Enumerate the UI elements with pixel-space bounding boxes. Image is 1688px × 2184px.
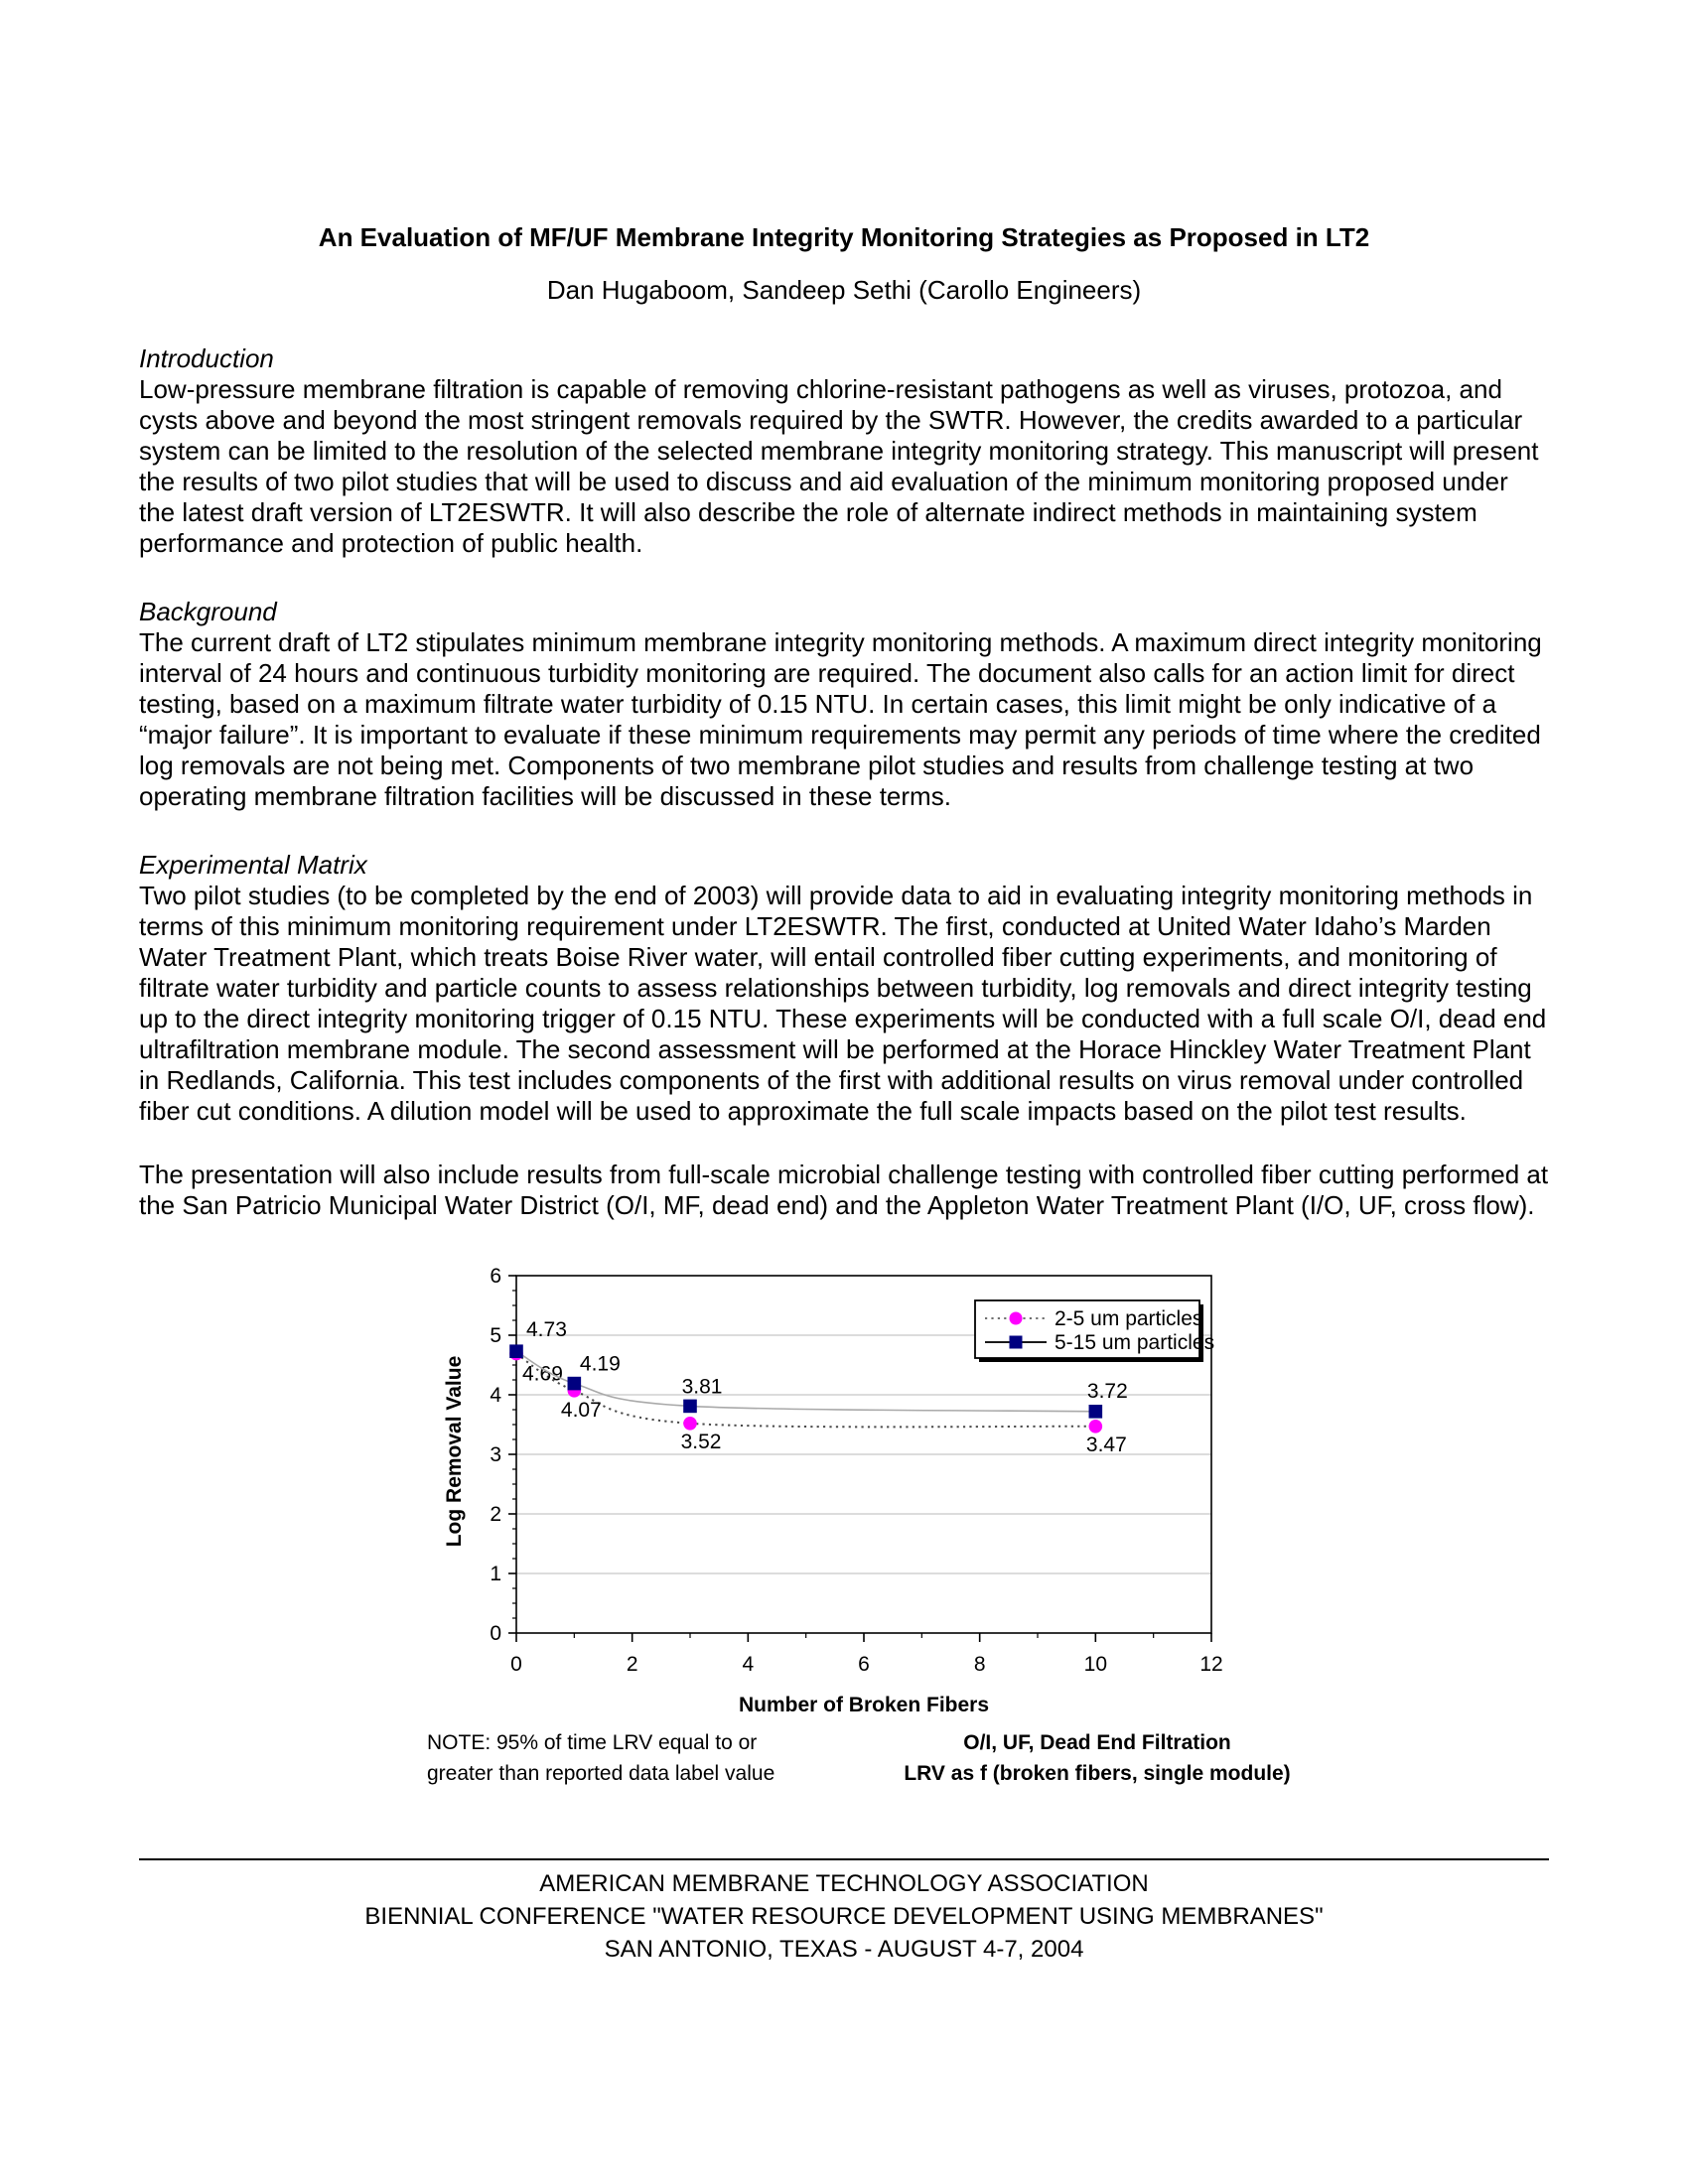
lrv-chart	[427, 1261, 1301, 1719]
section-body-background: The current draft of LT2 stipulates minimum membrane integrity monitoring methods. A maximum direct integrity monitoring interval of 24 hours and continuous turbidity monitoring are required. The document also calls for an action limit for direct testing, based on a maximum filtrate water turbidity of 0.15 NTU. In certain cases, this limit might be only indicative of a “major failure”. It is important to evaluate if these minimum requirements may permit any periods of time where the credited log removals are not being met. Components of two membrane pilot studies and results from challenge testing at two operating membrane filtration facilities will be discussed in these terms.	[139, 627, 1542, 811]
lrv-chart-svg	[427, 1261, 1301, 1719]
paper-authors: Dan Hugaboom, Sandeep Sethi (Carollo Engineers)	[546, 275, 1142, 305]
footer-line-conference: BIENNIAL CONFERENCE "WATER RESOURCE DEVELOPMENT USING MEMBRANES"	[364, 1903, 1324, 1930]
svg-text:10: 10	[1083, 1653, 1108, 1676]
svg-text:4: 4	[742, 1653, 755, 1676]
svg-text:2: 2	[626, 1653, 638, 1676]
section-introduction	[139, 343, 1549, 559]
section-heading-experimental-matrix: Experimental Matrix	[139, 850, 367, 880]
legend-marker-circle	[1010, 1312, 1023, 1325]
section-body-experimental-matrix: Two pilot studies (to be completed by the end of 2003) will provide data to aid in evaluating integrity monitoring methods in terms of this minimum monitoring requirement under LT2ESWTR. The first, conducted at United Water Idaho’s Marden Water Treatment Plant, which treats Boise River water, will entail controlled fiber cutting experiments, and monitoring of filtrate water turbidity and particle counts to assess relationships between turbidity, log removals and direct integrity testing up to the direct integrity monitoring trigger of 0.15 NTU. These experiments will be conducted with a full scale O/I, dead end ultrafiltration membrane module. The second assessment will be performed at the Horace Hinckley Water Treatment Plant in Redlands, California. This test includes components of the first with additional results on virus removal under controlled fiber cut conditions. A dilution model will be used to approximate the full scale impacts based on the pilot test results.	[139, 881, 1547, 1126]
x-axis-title: Number of Broken Fibers	[738, 1694, 990, 1716]
data-point-label: 4.73	[526, 1318, 567, 1342]
chart-note	[427, 1727, 874, 1789]
data-point-label: 3.47	[1085, 1433, 1127, 1456]
footer-line-location: SAN ANTONIO, TEXAS - AUGUST 4-7, 2004	[604, 1936, 1084, 1963]
svg-text:4: 4	[490, 1384, 501, 1407]
svg-text:1: 1	[490, 1563, 501, 1585]
legend	[975, 1300, 1214, 1362]
svg-text:12: 12	[1199, 1653, 1223, 1676]
footer-divider	[139, 1858, 1549, 1860]
data-point-marker	[683, 1400, 697, 1414]
legend-marker-square	[1010, 1336, 1023, 1349]
section-experimental-matrix	[139, 850, 1549, 1127]
svg-text:0: 0	[510, 1653, 522, 1676]
data-point-marker	[1089, 1405, 1103, 1419]
section-heading-background: Background	[139, 597, 277, 626]
data-point-label: 3.52	[680, 1430, 722, 1453]
svg-text:3: 3	[490, 1443, 501, 1466]
data-point-marker	[683, 1417, 697, 1431]
chart-caption	[874, 1727, 1301, 1789]
svg-text:6: 6	[858, 1653, 870, 1676]
svg-text:8: 8	[973, 1653, 986, 1676]
data-point-label: 4.19	[579, 1352, 621, 1376]
section-body-introduction: Low-pressure membrane filtration is capable of removing chlorine-resistant pathogens as well as viruses, protozoa, and cysts above and beyond the most stringent removals required by the SWTR. However, the credits awarded to a particular system can be limited to the resolution of the selected membrane integrity monitoring strategy. This manuscript will present the results of two pilot studies that will be used to discuss and aid evaluation of the minimum monitoring proposed under the latest draft version of LT2ESWTR. It will also describe the role of alternate indirect methods in maintaining system performance and protection of public health.	[139, 374, 1539, 558]
section-body-presentation: The presentation will also include results from full-scale microbial challenge testing with controlled fiber cutting performed at the San Patricio Municipal Water District (O/I, MF, dead end) and the Appleton Water Treatment Plant (I/O, UF, cross flow).	[139, 1160, 1549, 1220]
section-heading-introduction: Introduction	[139, 343, 274, 373]
data-point-marker	[1089, 1420, 1103, 1433]
data-point-label: 3.81	[681, 1375, 723, 1399]
legend-label: 5-15 um particles	[1055, 1331, 1215, 1354]
svg-text:0: 0	[490, 1622, 501, 1645]
data-point-label: 3.72	[1086, 1379, 1128, 1403]
y-axis-title: Log Removal Value	[443, 1355, 466, 1548]
footer-line-association: AMERICAN MEMBRANE TECHNOLOGY ASSOCIATION	[539, 1870, 1149, 1897]
x-axis	[510, 1633, 1223, 1676]
chart-captions	[427, 1727, 1301, 1789]
data-point-marker	[509, 1344, 523, 1358]
svg-text:5: 5	[490, 1324, 501, 1347]
section-background	[139, 597, 1549, 812]
svg-text:2: 2	[490, 1503, 501, 1526]
svg-text:6: 6	[490, 1265, 501, 1288]
y-axis	[490, 1265, 516, 1645]
chart-caption-line1: O/I, UF, Dead End Filtration	[963, 1731, 1231, 1754]
data-point-marker	[568, 1377, 582, 1391]
section-presentation	[139, 1160, 1549, 1221]
chart-caption-line2: LRV as f (broken fibers, single module)	[904, 1762, 1291, 1785]
legend-label: 2-5 um particles	[1055, 1307, 1203, 1330]
chart-note-line1: NOTE: 95% of time LRV equal to or	[427, 1731, 758, 1754]
data-point-label: 4.69	[522, 1362, 563, 1386]
paper-title: An Evaluation of MF/UF Membrane Integrity Monitoring Strategies as Proposed in LT2	[318, 222, 1370, 252]
data-point-label: 4.07	[560, 1398, 602, 1422]
chart-note-line2: greater than reported data label value	[427, 1762, 775, 1785]
footer	[139, 1858, 1549, 1966]
